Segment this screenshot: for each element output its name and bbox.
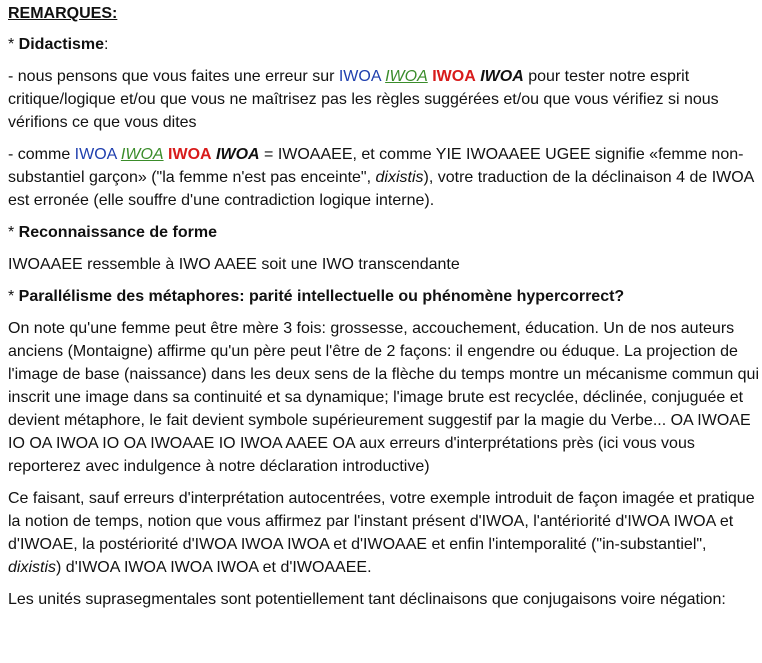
dixistis-italic: dixistis — [8, 559, 57, 576]
didactisme-paragraph-2 — [8, 143, 760, 212]
parallelisme-title: Parallélisme des métaphores: parité intellectuelle ou phénomène hypercorrect? — [18, 288, 625, 305]
para-text: pour tester notre esprit critique/logique et/ou que vous ne maîtrisez pas les règles suggérées et/ou que vous vérifiez si nous vérifions ce que vous dites — [8, 68, 719, 131]
reconnaissance-title: Reconnaissance de forme — [18, 224, 217, 241]
parallelisme-paragraph-2 — [8, 487, 760, 579]
reconnaissance-paragraph: IWOAAEE ressemble à IWO AAEE soit une IWO transcendante — [8, 256, 460, 273]
bullet-star: * — [8, 288, 19, 305]
iwoa-green: IWOA — [385, 68, 428, 85]
iwoa-green: IWOA — [120, 146, 164, 163]
bullet-star: * — [8, 224, 19, 241]
parallelisme-paragraph-3: Les unités suprasegmentales sont potentiellement tant déclinaisons que conjugaisons voire négation: — [8, 591, 726, 608]
para-text: ), votre traduction de la déclinaison 4 de IWOA est erronée (elle souffre d'une contradiction logique interne). — [8, 169, 754, 209]
parallelisme-heading — [8, 285, 760, 308]
didactisme-colon: : — [104, 36, 109, 53]
para-text: = IWOAAEE, et comme YIE IWOAAEE UGEE signifie «femme non-substantiel garçon» ("la femme n'est pas enceinte", — [8, 146, 744, 186]
iwoa-bold-italic: IWOA — [216, 146, 260, 163]
iwoa-blue: IWOA — [74, 146, 117, 163]
bullet-star: * — [8, 36, 19, 53]
reconnaissance-heading — [8, 221, 760, 244]
para-text: Ce faisant, sauf erreurs d'interprétation autocentrées, votre exemple introduit de façon imagée et pratique la notion de temps, notion que vous affirmez par l'instant présent d'IWOA, l'antériorité d'IWOA IWOA et d'IWOAE, la postériorité d'IWOA IWOA IWOA et d'IWOAAE et enfin l'intemporalité ("in-substantiel", — [8, 490, 755, 553]
remarques-heading: REMARQUES: — [8, 5, 118, 22]
iwoa-red: IWOA — [432, 68, 476, 85]
didactisme-paragraph-1 — [8, 65, 760, 134]
parallelisme-paragraph-1: On note qu'une femme peut être mère 3 fois: grossesse, accouchement, éducation. Un de nos auteurs anciens (Montaigne) affirme qu'un père peut l'être de 2 façons: il engendre ou éduque. La projection de l'image de base (naissance) dans les deux sens de la flèche du temps montre un mécanisme commun qui inscrit une image dans sa continuité et sa dynamique; l'image brute est recyclée, déclinée, conjuguée et devient métaphore, le fait devient symbole supérieurement suggestif par la magie du Verbe... OA IWOAE IO OA IWOA IO OA IWOAAE IO IWOA AAEE OA aux erreurs d'interprétations près (ici vous vous reporterez avec indulgence à notre déclaration introductive) — [8, 320, 760, 475]
para-text: - nous pensons que vous faites une erreur sur — [8, 68, 339, 85]
para-text: ) d'IWOA IWOA IWOA IWOA et d'IWOAAEE. — [56, 559, 372, 576]
iwoa-red: IWOA — [168, 146, 212, 163]
iwoa-bold-italic: IWOA — [480, 68, 524, 85]
didactisme-title: Didactisme — [18, 36, 105, 53]
para-text: - comme — [8, 146, 75, 163]
didactisme-heading — [8, 33, 760, 56]
dixistis-italic: dixistis — [375, 169, 424, 186]
iwoa-blue: IWOA — [338, 68, 381, 85]
